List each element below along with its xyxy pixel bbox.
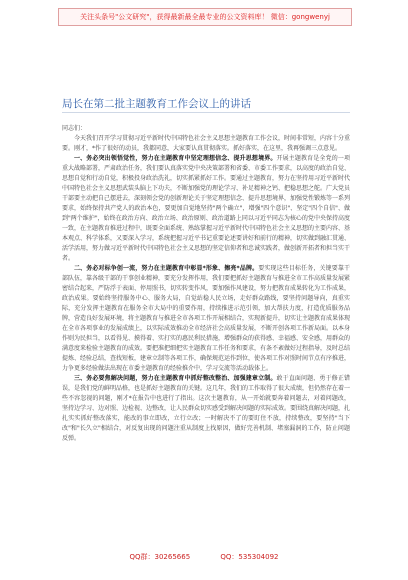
section-paragraph <box>62 154 350 264</box>
paragraph-list <box>62 134 350 444</box>
section-heading: 三、务必要焦解决问题，努力在主题教育中抓好整改整治、加强建章立制。 <box>74 375 277 382</box>
paragraph-text: 敢于直面问题、勇于修正错误，是我们党的鲜明品格，也是抓好主题教育的关键。这几年，我们的工作取得了很大成绩，但仍然存在着一些不容忽视的问题，刚才*在报告中也进行了指出。这次主题教育，从一开始就要奔着问题去，对着问题改，坚持边学习、边对照、边检视、边整改，让人民群众切实感受到解决问题的实际成效。要围绕真解决问题，扎扎实实抓好整改落实，能改的事立即改，立行立改；一时解决不了的要盯住不放，持续整改，要坚持"当下改"和"长久立"相结合，对反复出现的问题注重从制度上找原因，做好完善机制、堵塞漏洞的工作，防止问题反弹。 <box>62 375 351 442</box>
section-heading: 二、务必对标争创一流，努力在主题教育中彰显*形象、擦亮*品牌。 <box>74 265 259 272</box>
footer <box>0 552 408 562</box>
paragraph-text: 开展主题教育是全党的一项重大战略部署，严肃政治任务，我们要认真落实党中央决策部署和省委、市委工作要求，以高度的政治自觉、思想自觉和行动自觉，积极投身政治洗礼，切实抓紧抓好工作。要通过主题教育，努力在坚持用习近平新时代中国特色社会主义思想武装头脑上下功夫，不断加强党的理论学习、补足精神之钙、把稳思想之舵。广大党员干部要主动把自己摆进去，深刻领会党的创新理论关于坚定理想信念、提升思想境界，加强党性锻炼等一系列要求，始终保持共产党人的政治本色，要更加自觉地坚持"两个确立"，增强"四个意识"、坚定"四个自信"、做到"两个维护"，始终在政治方向、政治立场、政治原则、政治道路上同以习近平同志为核心的党中央保持高度一致，在主题教育推进过程中，既要全面系统、熟练掌握习近平新时代中国特色社会主义思想的主要内容、基本观点、科学体系，又要深入学习，系统把握习近平书记重要论述要讲好和前行的精神，切实做到融汇贯通、活学活用，努力做习近平新时代中国特色社会主义思想的坚定信仰者和忠诚实践者，做创新开拓者和担当实干者。 <box>62 155 351 262</box>
intro-paragraph <box>62 134 350 154</box>
document-body <box>62 124 350 444</box>
section-paragraph <box>62 374 350 444</box>
section-paragraph <box>62 264 350 374</box>
document-title: 局长在第二批主题教育工作会议上的讲话 <box>62 98 251 110</box>
salutation: 同志们： <box>62 125 87 132</box>
paragraph-text: 今天我们召开学习贯彻习近平新时代中国特色社会主义思想主题教育工作会议，时间非常短，内容十分重要。刚才，*作了很好的动员，我都同意，大家要认真贯彻落实。抓好落实，在这里，我再强调三点意见。 <box>62 135 351 152</box>
section-heading: 一、务必突出领悟觉性，努力在主题教育中坚定理想信念、提升思想境界。 <box>74 155 277 162</box>
footer-qq-group: QQ群：30265665 <box>129 553 191 561</box>
promo-banner[interactable]: 关注头条号"公文研究"，获得最新最全最专业的公文资料库！ 微信：gongwenyj <box>58 8 352 26</box>
paragraph-text: 要实现这些目标任务，关键要靠干部队伍，靠各级干部的干事创业精神，要充分发挥作用，我们要把抓好主题教育与推进全市工作高质量发展紧密结合起来，严防浮于表面、停用照书，切实转变作风，要加强作风建设，努力把教育成果转化为工作成果，政治成果。要始终坚持服务中心、服务大局，自觉站稳人民立场，走好群众路线，要坚持问题导向，真重实际，充分发挥主题教育在服务全市大局中的重要作用，持续推进示范引领，加大帮扶力度，打造优质服务品牌，营造良好发展环境，将主题教育与推进全市各项工作开展相结合，实现新提升，切实让主题教育成果体现在全市各项事业的发展成绩上，以实际成效推动全市经济社会高质量发展，不断开创各项工作新局面。以本身作则为民担当，以看得见、摸得着、实打实的惠民利民措施，增强群众的获得感、幸福感、安全感，用群众的满意度来检验主题教育的成效。要把准把细把实主题教育工作任务和要求，有条不紊做好过程指导，及时总结提炼、经验总结，查找短板，建章立制等各项工作，确保规范运作到位，使各项工作对照时间节点有序推进，力争更多经验做法出现在市委主题教育的经验推介中，学习交流等活动载体上。 <box>62 265 351 372</box>
title-divider <box>62 112 350 113</box>
footer-qq-user: QQ：535304092 <box>220 553 279 561</box>
